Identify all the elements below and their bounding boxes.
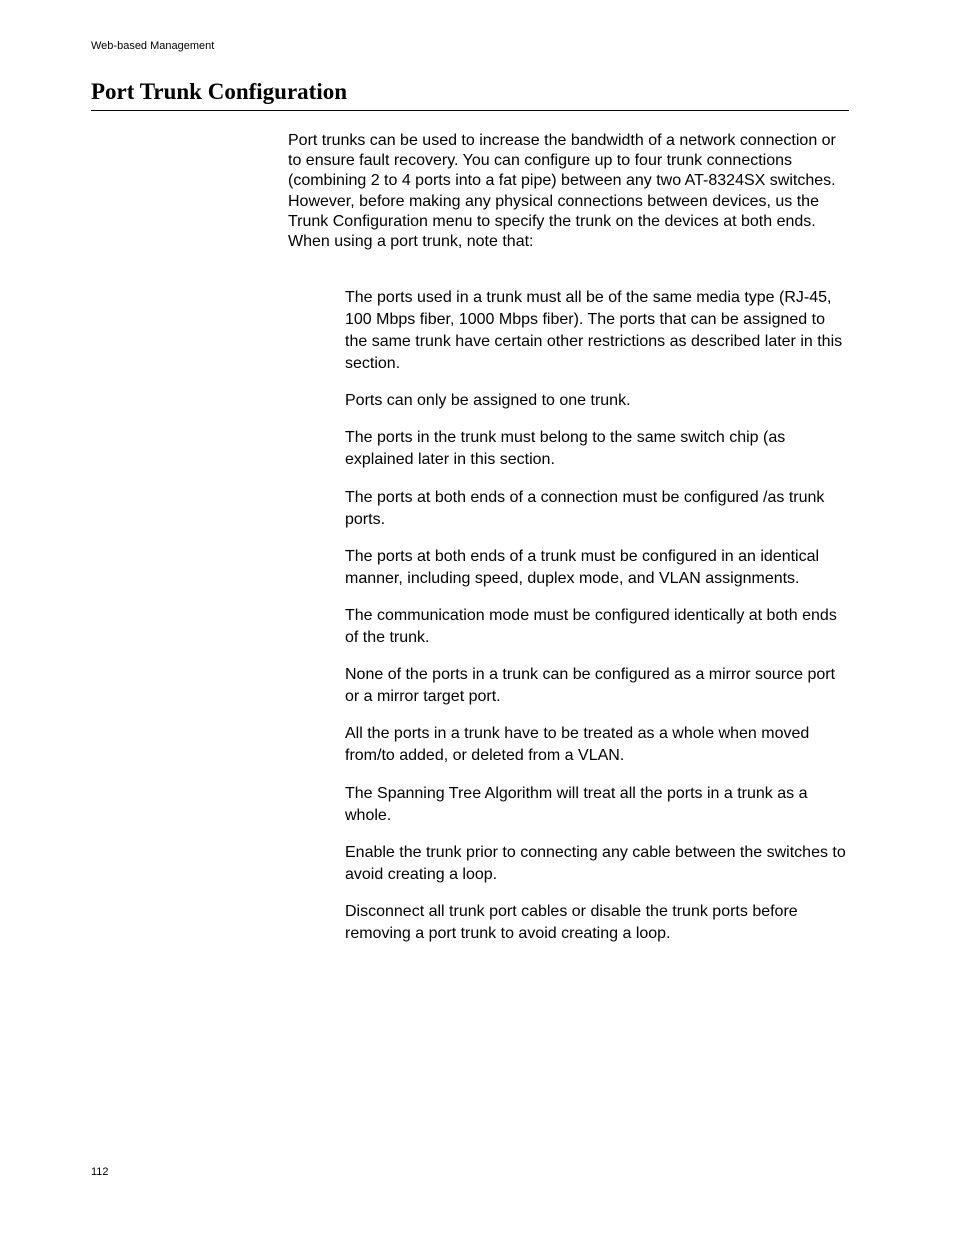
running-header: Web-based Management: [91, 40, 215, 52]
note-item: Disconnect all trunk port cables or disable the trunk ports before removing a port trunk to avoid creating a loop.: [345, 902, 798, 942]
intro-paragraph: Port trunks can be used to increase the bandwidth of a network connection or to ensure fault recovery. You can configure up to four trunk connections (combining 2 to 4 ports into a fat pipe) between any two AT-8324SX switches. However, before making any physical connections between devices, us the Trunk Configuration menu to specify the trunk on the devices at both ends. When using a port trunk, note that:: [288, 132, 836, 251]
note-item: None of the ports in a trunk can be configured as a mirror source port or a mirror target port.: [345, 666, 836, 706]
note-item: Ports can only be assigned to one trunk.: [345, 392, 631, 410]
note-item: The ports in the trunk must belong to the same switch chip (as explained later in this section.: [345, 429, 786, 469]
notes-list: [345, 287, 848, 960]
note-item: Enable the trunk prior to connecting any cable between the switches to avoid creating a loop.: [345, 843, 846, 883]
note-item: The ports used in a trunk must all be of the same media type (RJ-45, 100 Mbps fiber, 1000 Mbps fiber). The ports that can be assigned to the same trunk have certain other restrictions as described later in this section.: [345, 289, 843, 372]
note-item: The communication mode must be configured identically at both ends of the trunk.: [345, 606, 837, 646]
note-item: The ports at both ends of a connection must be configured /as trunk ports.: [345, 488, 825, 528]
note-item: The Spanning Tree Algorithm will treat all the ports in a trunk as a whole.: [345, 784, 808, 824]
section-title: Port Trunk Configuration: [91, 78, 849, 111]
page-number: 112: [91, 1166, 109, 1178]
note-item: All the ports in a trunk have to be treated as a whole when moved from/to added, or deleted from a VLAN.: [345, 725, 810, 765]
note-item: The ports at both ends of a trunk must be configured in an identical manner, including speed, duplex mode, and VLAN assignments.: [345, 547, 820, 587]
